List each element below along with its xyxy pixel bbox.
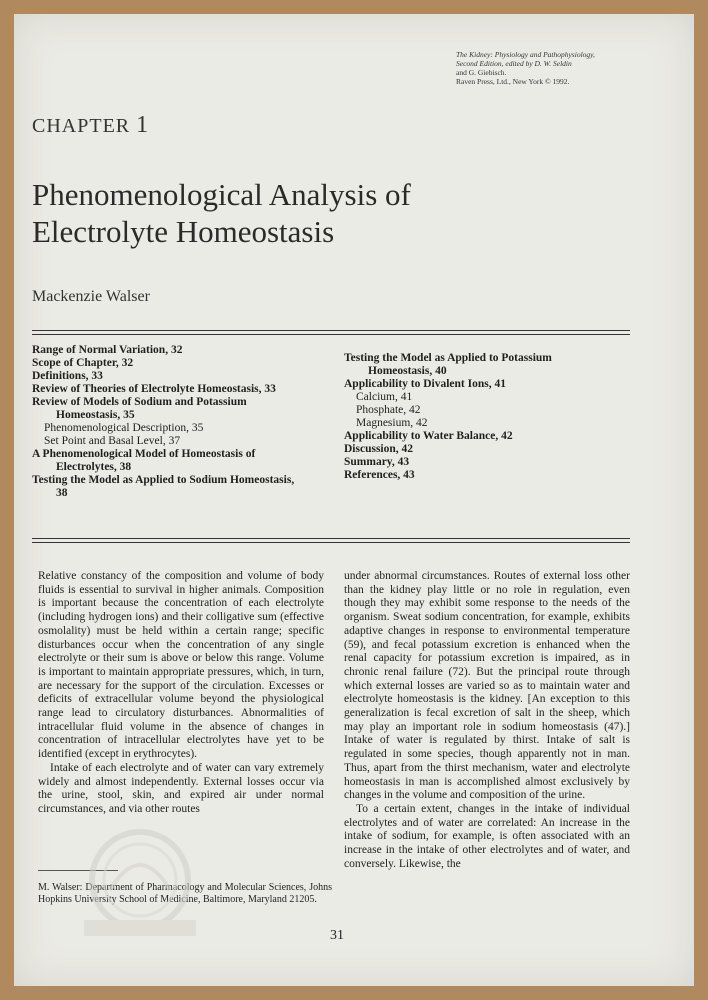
footnote: M. Walser: Department of Pharmacology and Molecular Sciences, Johns Hopkins University School of Medicine, Baltimore, Maryland 21205. — [38, 882, 332, 905]
citation-line: Raven Press, Ltd., New York © 1992. — [456, 77, 570, 86]
toc-item: Homeostasis, 35 — [56, 409, 135, 421]
toc-subitem: Set Point and Basal Level, 37 — [44, 435, 181, 447]
citation-line: The Kidney: Physiology and Pathophysiology, — [456, 50, 595, 59]
toc-left — [32, 344, 332, 500]
author-name: Mackenzie Walser — [32, 288, 150, 305]
chapter-number: 1 — [136, 112, 150, 138]
toc-item: Discussion, 42 — [344, 443, 414, 455]
bottom-rule — [32, 538, 630, 539]
toc-item: 38 — [56, 487, 68, 499]
toc-item: Scope of Chapter, 32 — [32, 357, 134, 369]
toc-right — [344, 352, 624, 482]
body-column-left — [38, 570, 324, 817]
bottom-rule — [32, 542, 630, 543]
page-title — [32, 176, 452, 250]
chapter-label: CHAPTER — [32, 115, 131, 137]
body-paragraph: under abnormal circumstances. Routes of external loss other than the kidney play little or no role in regulation, even though they may exhibit some response to the needs of the organism. Sweat sodium concentration, for example, exhibits adaptive changes in response to environmental temperature (59), and fecal potassium excretion is enhanced when the renal capacity for potassium excretion is impaired, as in chronic renal failure (72). But the principal route through which external losses are varied so as to maintain water and electrolyte homeostasis is the kidney. [An exception to this generalization is fecal excretion of salt in the sheep, which may play an important role in sodium homeostasis (47).] Intake of water is regulated by thirst. Intake of salt is regulated in some species, though apparently not in man. Thus, apart from the thirst mechanism, water and electrolyte homeostasis in man is accomplished almost exclusively by changes in the volume and composition of the urine. — [344, 570, 630, 802]
toc-item: Electrolytes, 38 — [56, 461, 132, 473]
book-page — [14, 14, 694, 986]
toc-subitem: Phosphate, 42 — [356, 404, 421, 416]
title-line: Electrolyte Homeostasis — [32, 214, 335, 249]
toc-item: Testing the Model as Applied to Sodium Homeostasis, — [32, 474, 295, 486]
toc-item: Testing the Model as Applied to Potassium — [344, 352, 552, 364]
toc-item: Applicability to Water Balance, 42 — [344, 430, 513, 442]
toc-subitem: Phenomenological Description, 35 — [44, 422, 204, 434]
body-paragraph: To a certain extent, changes in the intake of individual electrolytes and of water are correlated: An increase in the intake of sodium, for example, is often associated with an increase in the intake of other electrolytes and of water, and conversely. Likewise, the — [344, 802, 630, 870]
body-paragraph: Relative constancy of the composition and volume of body fluids is essential to survival in higher animals. Composition is important because the concentration of each electrolyte (including hydrogen ions) and their colligative sum (effective osmolality) must be held within a certain range; specific disturbances occur when the concentration of any single electrolyte or their sum is above or below this range. Volume is important to maintain appropriate pressures, which, in turn, are necessary for the support of the circulation. Excesses or deficits of extracellular volume beyond the physiological range lead to circulatory disturbances. Abnormalities of intracellular fluid volume in the absence of changes in concentration of intracellular electrolytes have yet to be identified (except in erythrocytes). — [38, 570, 324, 761]
toc-subitem: Calcium, 41 — [356, 391, 413, 403]
toc-item: Definitions, 33 — [32, 370, 103, 382]
title-line: Phenomenological Analysis of — [32, 177, 411, 212]
toc-item: A Phenomenological Model of Homeostasis of — [32, 448, 256, 460]
toc-item: Range of Normal Variation, 32 — [32, 344, 183, 356]
body-column-right — [344, 570, 630, 871]
page-number: 31 — [330, 928, 344, 943]
body-paragraph: Intake of each electrolyte and of water can vary extremely widely and almost independently. External losses occur via the urine, stool, skin, and expired air under normal circumstances, and via other routes — [38, 761, 324, 815]
toc-item: Review of Models of Sodium and Potassium — [32, 396, 247, 408]
top-rule — [32, 330, 630, 331]
toc-item: Homeostasis, 40 — [368, 365, 447, 377]
top-rule — [32, 334, 630, 335]
toc-item: References, 43 — [344, 469, 415, 481]
toc-item: Summary, 43 — [344, 456, 410, 468]
chapter-heading — [32, 112, 149, 139]
citation-block — [456, 50, 676, 86]
toc-subitem: Magnesium, 42 — [356, 417, 428, 429]
toc-item: Review of Theories of Electrolyte Homeostasis, 33 — [32, 383, 276, 395]
toc-item: Applicability to Divalent Ions, 41 — [344, 378, 506, 390]
watermark-logo — [70, 820, 210, 950]
citation-line: and G. Giebisch. — [456, 68, 507, 77]
citation-line: Second Edition, edited by D. W. Seldin — [456, 59, 572, 68]
